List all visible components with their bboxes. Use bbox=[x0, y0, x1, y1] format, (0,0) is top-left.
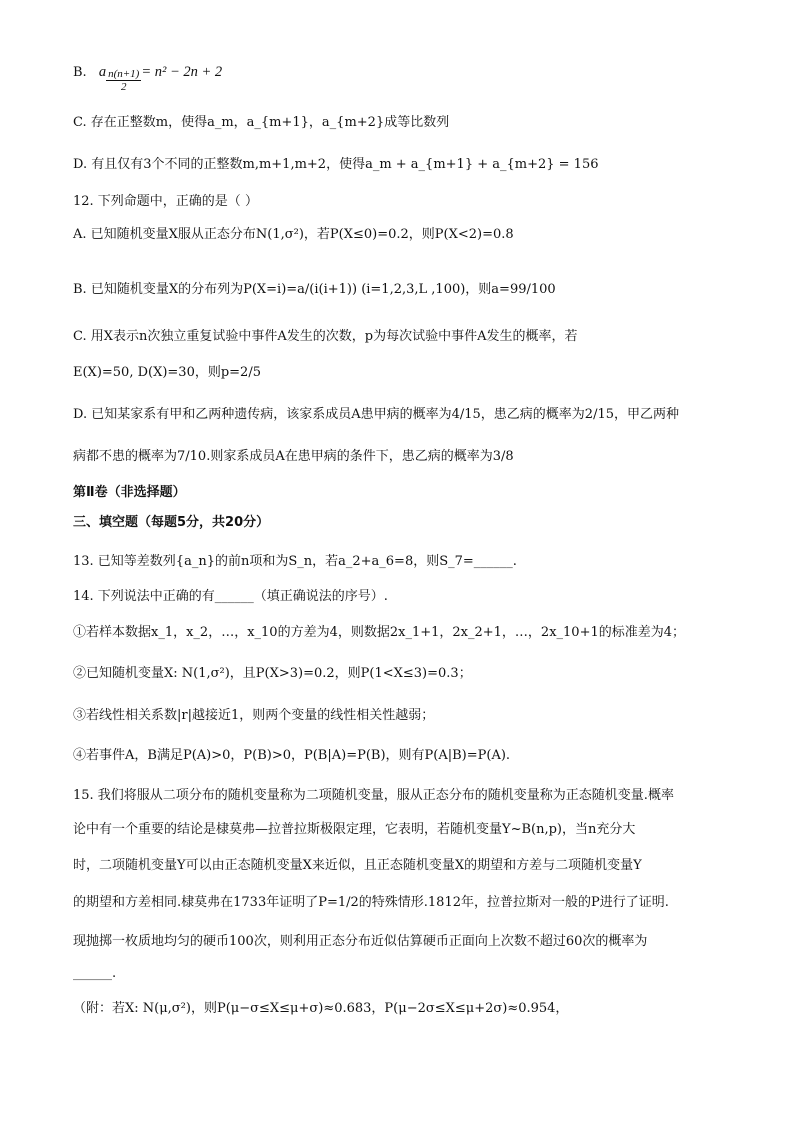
q12-option-d-line1: D. 已知某家系有甲和乙两种遗传病，该家系成员A患甲病的概率为4/15，患乙病的概率为2/15，甲乙两种 bbox=[73, 407, 679, 422]
q12-option-d-line2: 病都不患的概率为7/10.则家系成员A在患甲病的条件下，患乙病的概率为3/8 bbox=[73, 449, 514, 464]
fill-in-section-title: 三、填空题（每题5分，共20分） bbox=[73, 515, 270, 530]
q15-line-1: 15. 我们将服从二项分布的随机变量称为二项随机变量，服从正态分布的随机变量称为正态随机变量.概率 bbox=[73, 788, 674, 803]
q15-line-5: 现抛掷一枚质地均匀的硬币100次，则利用正态分布近似估算硬币正面向上次数不超过60次的概率为 bbox=[73, 934, 648, 949]
q14-statement-3: ③若线性相关系数|r|越接近1，则两个变量的线性相关性越弱； bbox=[73, 708, 435, 723]
q14-statement-2: ②已知随机变量X: N(1,σ²)，且P(X>3)=0.2，则P(1<X≤3)=0.3； bbox=[73, 666, 472, 681]
q15-note: （附：若X: N(μ,σ²)，则P(μ−σ≤X≤μ+σ)≈0.683，P(μ−2σ≤X≤μ+2σ)≈0.954， bbox=[73, 1001, 569, 1016]
q15-line-4: 的期望和方差相同.棣莫弗在1733年证明了P=1/2的特殊情形.1812年，拉普拉斯对一般的P进行了证明. bbox=[73, 895, 669, 910]
q15-line-6: ______. bbox=[73, 966, 117, 981]
q13: 13. 已知等差数列{a_n}的前n项和为S_n，若a_2+a_6=8，则S_7=______. bbox=[73, 554, 517, 569]
q12-stem: 12. 下列命题中，正确的是（ ） bbox=[73, 194, 258, 209]
q12-option-b: B. 已知随机变量X的分布列为P(X=i)=a/(i(i+1)) (i=1,2,3,L ,100)，则a=99/100 bbox=[73, 282, 556, 297]
q14-statement-1: ①若样本数据x_1，x_2，…，x_10的方差为4，则数据2x_1+1，2x_2+1，…，2x_10+1的标准差为4； bbox=[73, 625, 686, 640]
q12-option-c-line1: C. 用X表示n次独立重复试验中事件A发生的次数，p为每次试验中事件A发生的概率，若 bbox=[73, 329, 578, 344]
q11-option-b-label: B. bbox=[73, 65, 87, 80]
q15-line-2: 论中有一个重要的结论是棣莫弗—拉普拉斯极限定理，它表明，若随机变量Y~B(n,p)，当n充分大 bbox=[73, 822, 636, 837]
q11-option-c: C. 存在正整数m，使得a_m，a_{m+1}，a_{m+2}成等比数列 bbox=[73, 115, 450, 130]
q11-option-b: B. a $\frac{n(n+1)}{2}$ = n² − 2n + 2 bbox=[73, 64, 223, 93]
part-two-heading: 第Ⅱ卷（非选择题） bbox=[73, 485, 186, 500]
q14-statement-4: ④若事件A，B满足P(A)>0，P(B)>0，P(B|A)=P(B)，则有P(A|B)=P(A). bbox=[73, 748, 511, 763]
q12-option-c-line2: E(X)=50, D(X)=30，则p=2/5 bbox=[73, 365, 261, 380]
q12-option-a: A. 已知随机变量X服从正态分布N(1,σ²)，若P(X≤0)=0.2，则P(X<2)=0.8 bbox=[73, 227, 514, 242]
q11-option-b-expr: = n² − 2n + 2 bbox=[141, 64, 223, 80]
q11-option-d: D. 有且仅有3个不同的正整数m,m+1,m+2，使得a_m + a_{m+1} + a_{m+2} = 156 bbox=[73, 157, 599, 172]
q14-stem: 14. 下列说法中正确的有______（填正确说法的序号）. bbox=[73, 589, 388, 604]
q15-line-3: 时，二项随机变量Y可以由正态随机变量X来近似，且正态随机变量X的期望和方差与二项随机变量Y bbox=[73, 858, 642, 873]
